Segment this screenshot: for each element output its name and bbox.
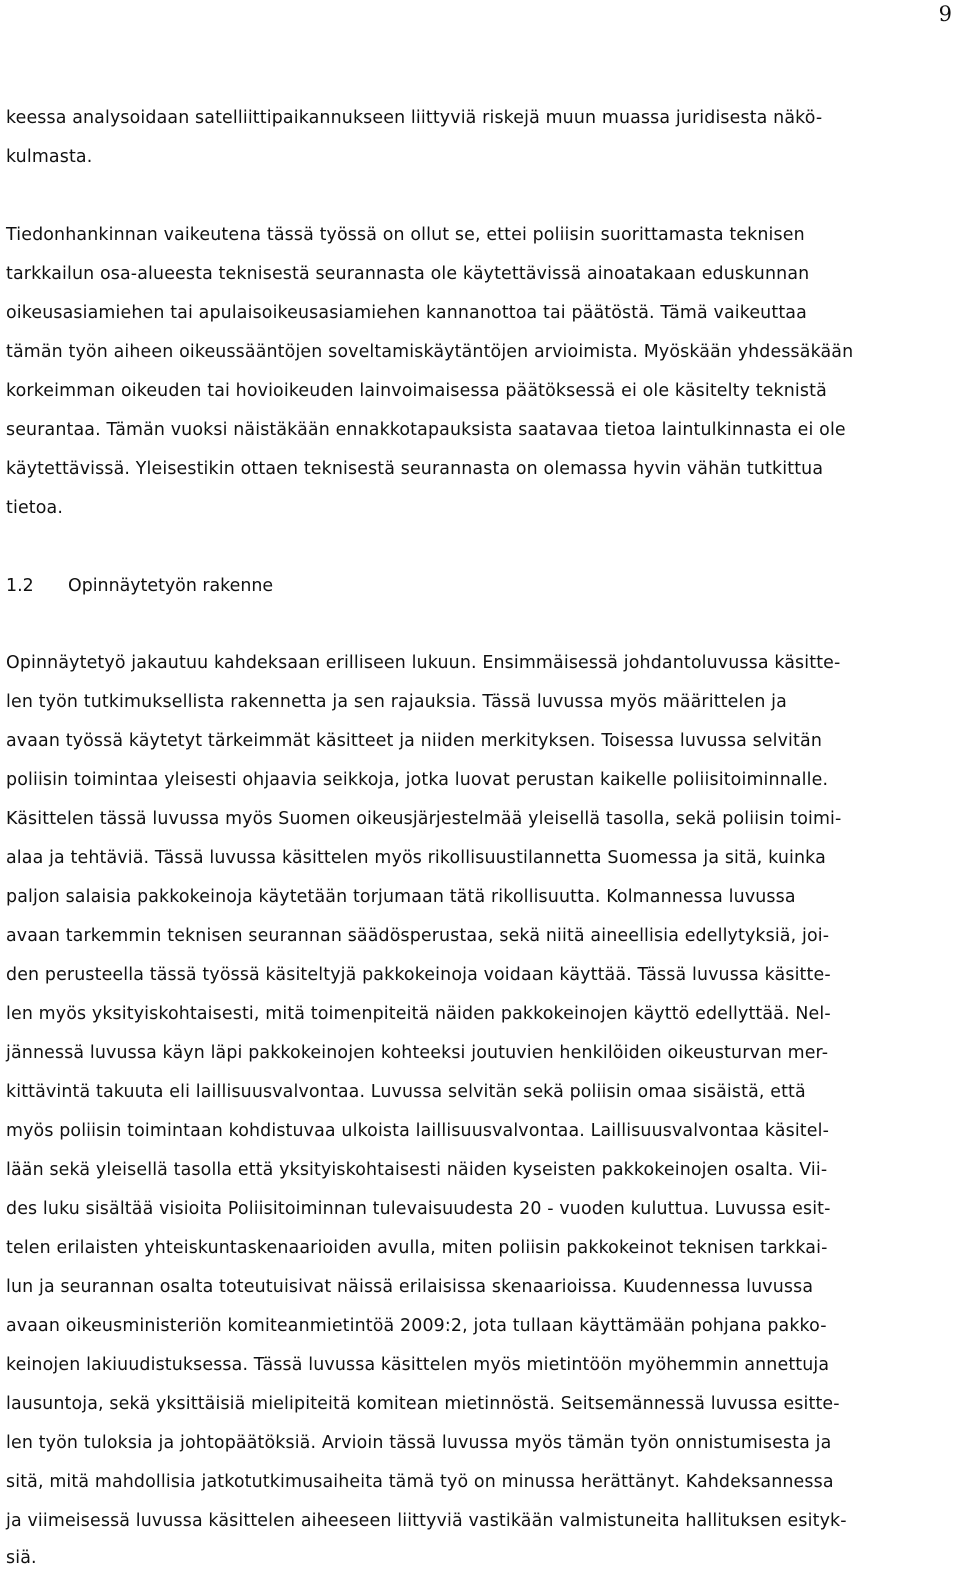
text-line: paljon salaisia pakkokeinoja käytetään torjumaan tätä rikollisuutta. Kolmannessa luvussa	[6, 887, 796, 907]
text-line: sitä, mitä mahdollisia jatkotutkimusaiheita tämä työ on minussa herättänyt. Kahdeksannessa	[6, 1472, 834, 1492]
section-heading	[6, 578, 273, 595]
text-line: alaa ja tehtäviä. Tässä luvussa käsittelen myös rikollisuustilannetta Suomessa ja sitä, kuinka	[6, 848, 826, 868]
text-line: lun ja seurannan osalta toteutuisivat näissä erilaisissa skenaarioissa. Kuudennessa luvussa	[6, 1277, 814, 1297]
text-line: len työn tuloksia ja johtopäätöksiä. Arvioin tässä luvussa myös tämän työn onnistumisesta ja	[6, 1433, 832, 1453]
text-line: kulmasta.	[6, 147, 93, 167]
page-number: 9	[938, 2, 952, 26]
text-line: des luku sisältää visioita Poliisitoiminnan tulevaisuudesta 20 - vuoden kuluttua. Luvussa esit-	[6, 1199, 831, 1219]
text-line: jännessä luvussa käyn läpi pakkokeinojen kohteeksi joutuvien henkilöiden oikeusturvan mer-	[6, 1043, 829, 1063]
text-line: kittävintä takuuta eli laillisuusvalvontaa. Luvussa selvitän sekä poliisin omaa sisäistä, että	[6, 1082, 806, 1102]
text-line: Opinnäytetyö jakautuu kahdeksaan erilliseen lukuun. Ensimmäisessä johdantoluvussa käsitte-	[6, 653, 841, 673]
text-line: len myös yksityiskohtaisesti, mitä toimenpiteitä näiden pakkokeinojen käyttö edellyttää. Nel-	[6, 1004, 831, 1024]
section-title: Opinnäytetyön rakenne	[68, 576, 274, 596]
text-line: siä.	[6, 1548, 37, 1568]
text-line: tietoa.	[6, 498, 64, 518]
text-line: avaan työssä käytetyt tärkeimmät käsitteet ja niiden merkityksen. Toisessa luvussa selvitän	[6, 731, 822, 751]
text-line: tarkkailun osa-alueesta teknisestä seurannasta ole käytettävissä ainoatakaan eduskunnan	[6, 264, 810, 284]
text-line: keinojen lakiuudistuksessa. Tässä luvussa käsittelen myös mietintöön myöhemmin annettuja	[6, 1355, 830, 1375]
text-line: ja viimeisessä luvussa käsittelen aiheeseen liittyviä vastikään valmistuneita hallituksen esityk-	[6, 1511, 847, 1531]
text-line: poliisin toimintaa yleisesti ohjaavia seikkoja, jotka luovat perustan kaikelle poliisitoiminnalle.	[6, 770, 829, 790]
text-line: keessa analysoidaan satelliittipaikannukseen liittyviä riskejä muun muassa juridisesta näkö-	[6, 108, 823, 128]
text-line: myös poliisin toimintaan kohdistuvaa ulkoista laillisuusvalvontaa. Laillisuusvalvontaa käsitel-	[6, 1121, 830, 1141]
text-line: lausuntoja, sekä yksittäisiä mielipiteitä komitean mietinnöstä. Seitsemännessä luvussa esitte-	[6, 1394, 840, 1414]
text-line: den perusteella tässä työssä käsiteltyjä pakkokeinoja voidaan käyttää. Tässä luvussa käsitte-	[6, 965, 831, 985]
text-line: telen erilaisten yhteiskuntaskenaarioiden avulla, miten poliisin pakkokeinot teknisen tarkkai-	[6, 1238, 828, 1258]
section-number: 1.2	[6, 576, 34, 596]
text-line: Tiedonhankinnan vaikeutena tässä työssä on ollut se, ettei poliisin suorittamasta teknisen	[6, 225, 805, 245]
text-line: tämän työn aiheen oikeussääntöjen soveltamiskäytäntöjen arvioimista. Myöskään yhdessäkään	[6, 342, 854, 362]
text-line: korkeimman oikeuden tai hovioikeuden lainvoimaisessa päätöksessä ei ole käsitelty teknistä	[6, 381, 827, 401]
text-line: avaan tarkemmin teknisen seurannan säädösperustaa, sekä niitä aineellisia edellytyksiä, joi-	[6, 926, 830, 946]
text-line: seurantaa. Tämän vuoksi näistäkään ennakkotapauksista saatavaa tietoa laintulkinnasta ei ole	[6, 420, 846, 440]
text-line: käytettävissä. Yleisestikin ottaen teknisestä seurannasta on olemassa hyvin vähän tutkittua	[6, 459, 824, 479]
text-line: lään sekä yleisellä tasolla että yksityiskohtaisesti näiden kyseisten pakkokeinojen osalta. Vii-	[6, 1160, 828, 1180]
text-line: len työn tutkimuksellista rakennetta ja sen rajauksia. Tässä luvussa myös määrittelen ja	[6, 692, 787, 712]
text-line: Käsittelen tässä luvussa myös Suomen oikeusjärjestelmää yleisellä tasolla, sekä poliisin toimi-	[6, 809, 842, 829]
text-line: avaan oikeusministeriön komiteanmietintöä 2009:2, jota tullaan käyttämään pohjana pakko-	[6, 1316, 827, 1336]
text-line: oikeusasiamiehen tai apulaisoikeusasiamiehen kannanottoa tai päätöstä. Tämä vaikeuttaa	[6, 303, 807, 323]
